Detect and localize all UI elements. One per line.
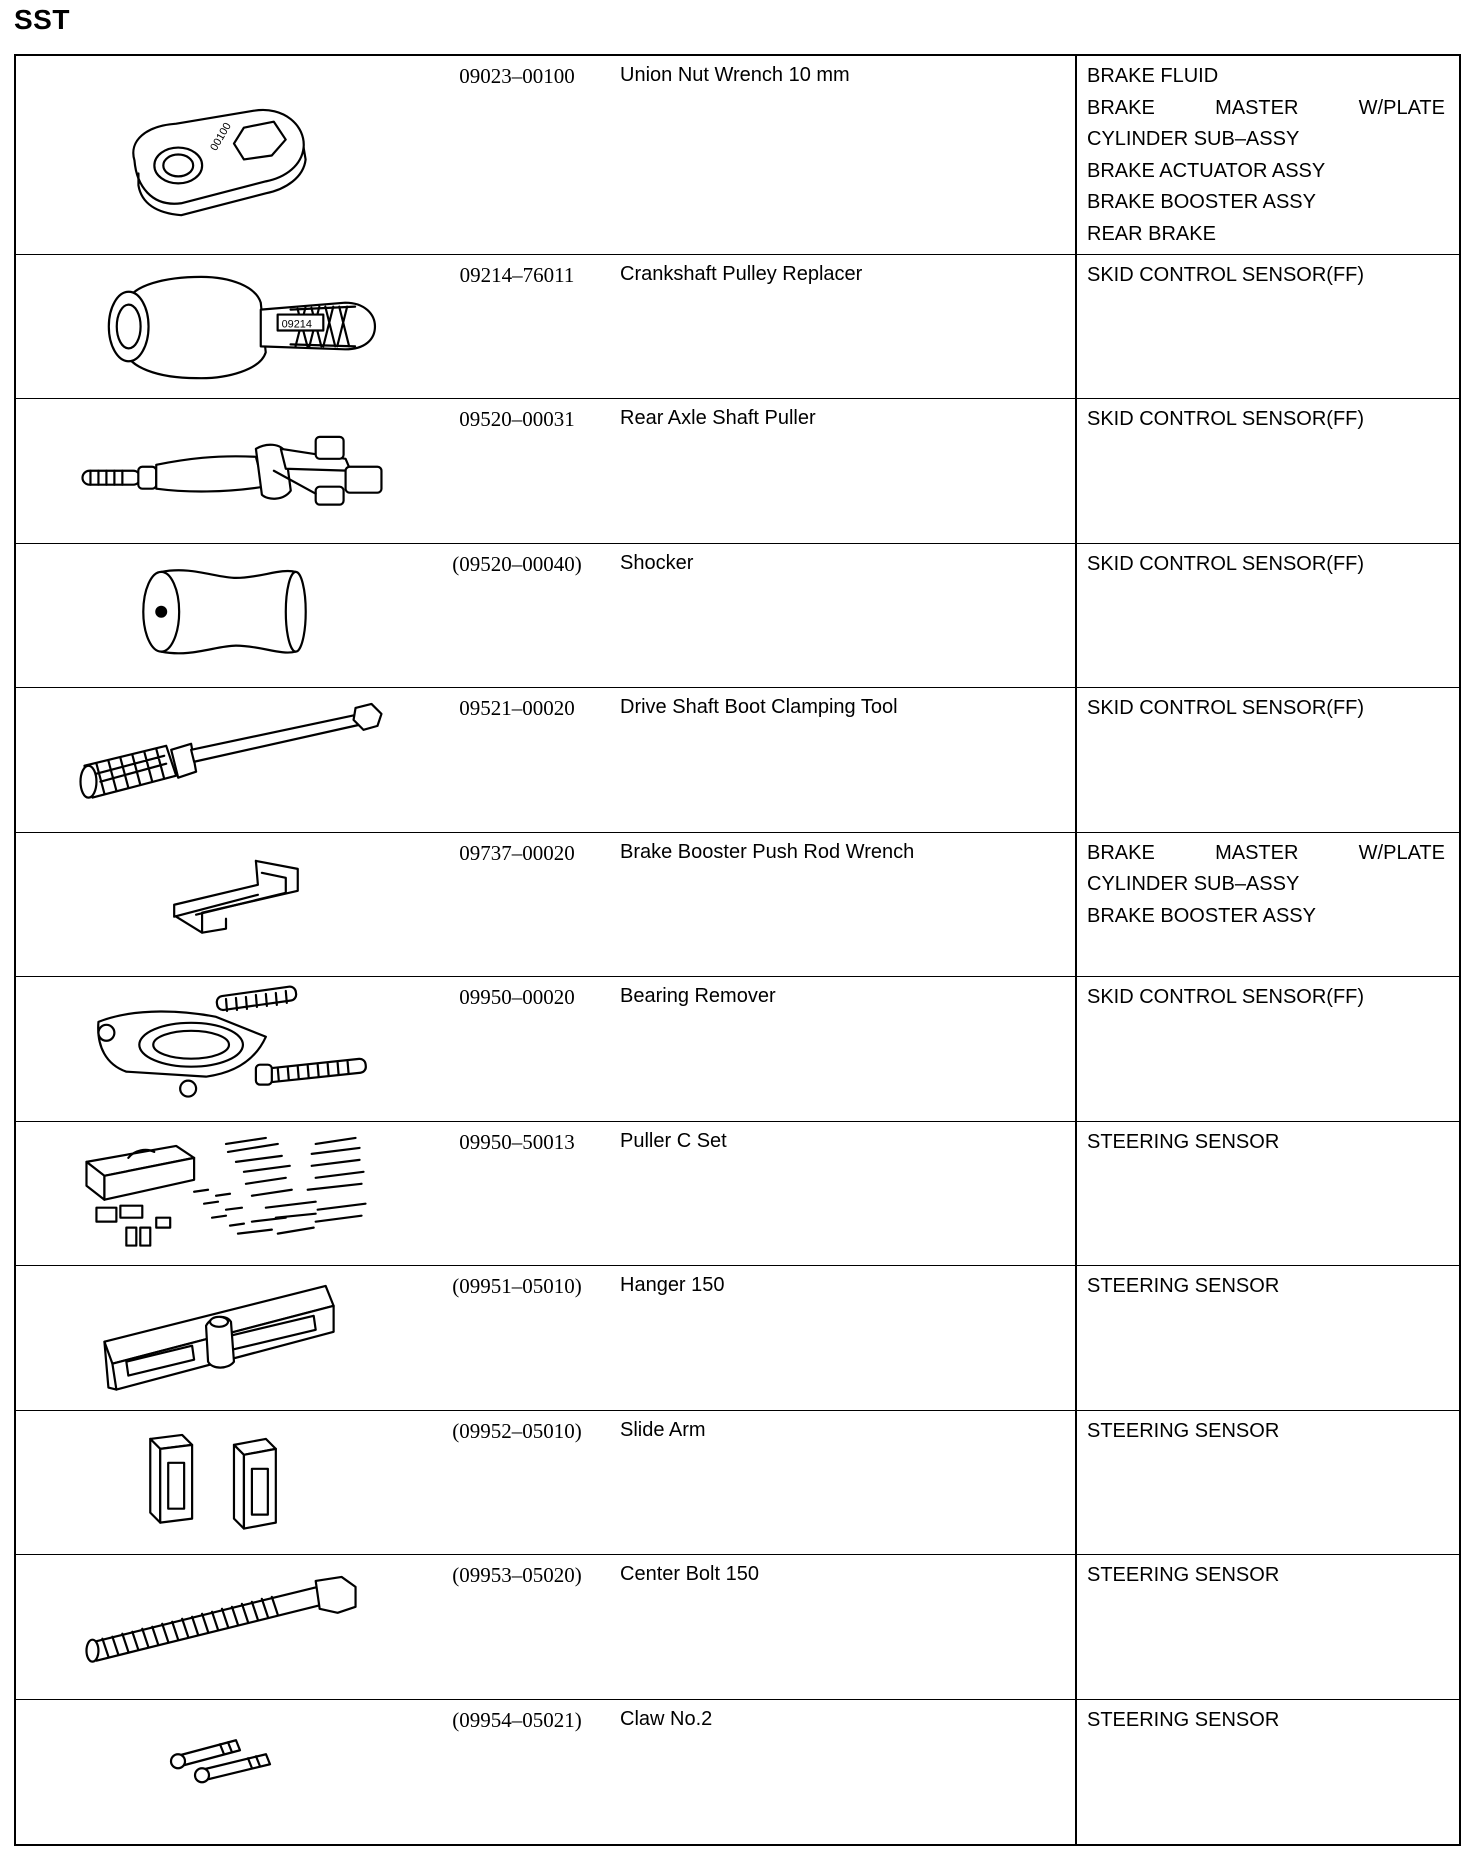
table-row — [16, 688, 1459, 833]
part-number: 09737–00020 — [459, 840, 575, 865]
bearing-remover-icon — [16, 977, 436, 1121]
part-number: (09520–00040) — [452, 551, 582, 576]
part-name: Brake Booster Push Rod Wrench — [620, 840, 915, 863]
table-row — [16, 1555, 1459, 1700]
usage-list — [1075, 544, 1459, 688]
page-title: SST — [14, 4, 70, 35]
table-row — [16, 1122, 1459, 1267]
table-row — [16, 1700, 1459, 1845]
table-row — [16, 833, 1459, 978]
table-row — [16, 1266, 1459, 1411]
usage-item: BRAKE MASTER W/PLATE — [1087, 96, 1445, 119]
usage-item: CYLINDER SUB–ASSY — [1087, 873, 1300, 895]
part-number: (09952–05010) — [452, 1418, 582, 1443]
usage-item: SKID CONTROL SENSOR(FF) — [1087, 697, 1365, 719]
hanger-icon — [16, 1266, 436, 1410]
claw-icon — [16, 1700, 436, 1845]
table-row — [16, 399, 1459, 544]
center-bolt-icon — [16, 1555, 436, 1699]
usage-item: BRAKE MASTER W/PLATE — [1087, 841, 1445, 864]
usage-item: STEERING SENSOR — [1087, 1564, 1280, 1586]
part-number: 09214–76011 — [459, 263, 575, 287]
usage-list — [1075, 1700, 1459, 1845]
usage-item: SKID CONTROL SENSOR(FF) — [1087, 264, 1365, 286]
usage-item: STEERING SENSOR — [1087, 1419, 1280, 1442]
push-rod-wrench-icon — [16, 833, 436, 977]
table-row — [16, 56, 1459, 255]
part-name: Crankshaft Pulley Replacer — [620, 263, 863, 285]
usage-item: STEERING SENSOR — [1087, 1275, 1280, 1297]
part-name: Center Bolt 150 — [620, 1563, 759, 1585]
usage-list — [1075, 399, 1459, 543]
clamping-tool-icon — [16, 688, 436, 832]
part-number: (09953–05020) — [452, 1563, 582, 1587]
usage-item: CYLINDER SUB–ASSY — [1087, 128, 1300, 150]
part-name: Drive Shaft Boot Clamping Tool — [620, 696, 898, 718]
pulley-replacer-icon — [16, 255, 436, 398]
part-number: 09950–00020 — [459, 985, 575, 1009]
shocker-icon — [16, 544, 436, 688]
part-number: 09521–00020 — [459, 696, 575, 720]
usage-list — [1075, 1266, 1459, 1410]
union-nut-wrench-icon — [16, 56, 436, 254]
usage-item: SKID CONTROL SENSOR(FF) — [1087, 986, 1365, 1008]
axle-shaft-puller-icon — [16, 399, 436, 543]
part-number: (09954–05021) — [452, 1707, 582, 1732]
table-row — [16, 1411, 1459, 1556]
usage-item: BRAKE BOOSTER ASSY — [1087, 191, 1316, 213]
slide-arm-icon — [16, 1411, 436, 1555]
part-name: Hanger 150 — [620, 1274, 725, 1296]
usage-list — [1075, 1122, 1459, 1266]
usage-list — [1075, 255, 1459, 398]
usage-item: BRAKE ACTUATOR ASSY — [1087, 159, 1326, 182]
part-number: (09951–05010) — [452, 1274, 582, 1298]
part-name: Claw No.2 — [620, 1707, 713, 1730]
part-name: Union Nut Wrench 10 mm — [620, 64, 850, 86]
usage-item: STEERING SENSOR — [1087, 1130, 1280, 1153]
usage-list — [1075, 688, 1459, 832]
sst-table — [14, 54, 1461, 1846]
usage-list — [1075, 56, 1459, 254]
usage-item: BRAKE FLUID — [1087, 65, 1219, 87]
table-row — [16, 544, 1459, 689]
part-number: 09520–00031 — [459, 407, 575, 431]
table-row — [16, 255, 1459, 399]
usage-item: STEERING SENSOR — [1087, 1708, 1280, 1731]
usage-list — [1075, 1555, 1459, 1699]
part-number: 09950–50013 — [459, 1129, 575, 1154]
part-name: Bearing Remover — [620, 985, 776, 1007]
table-row — [16, 977, 1459, 1122]
puller-set-icon — [16, 1122, 436, 1266]
part-name: Slide Arm — [620, 1418, 706, 1441]
part-number: 09023–00100 — [459, 64, 575, 88]
usage-item: REAR BRAKE — [1087, 222, 1216, 245]
svg-text:09214: 09214 — [281, 318, 312, 331]
usage-item: BRAKE BOOSTER ASSY — [1087, 904, 1316, 927]
part-name: Puller C Set — [620, 1129, 727, 1152]
usage-item: SKID CONTROL SENSOR(FF) — [1087, 552, 1365, 575]
usage-item: SKID CONTROL SENSOR(FF) — [1087, 408, 1365, 430]
part-name: Rear Axle Shaft Puller — [620, 407, 816, 429]
part-name: Shocker — [620, 551, 694, 574]
usage-list — [1075, 1411, 1459, 1555]
svg-text:00100: 00100 — [208, 120, 234, 154]
usage-list — [1075, 833, 1459, 977]
usage-list — [1075, 977, 1459, 1121]
